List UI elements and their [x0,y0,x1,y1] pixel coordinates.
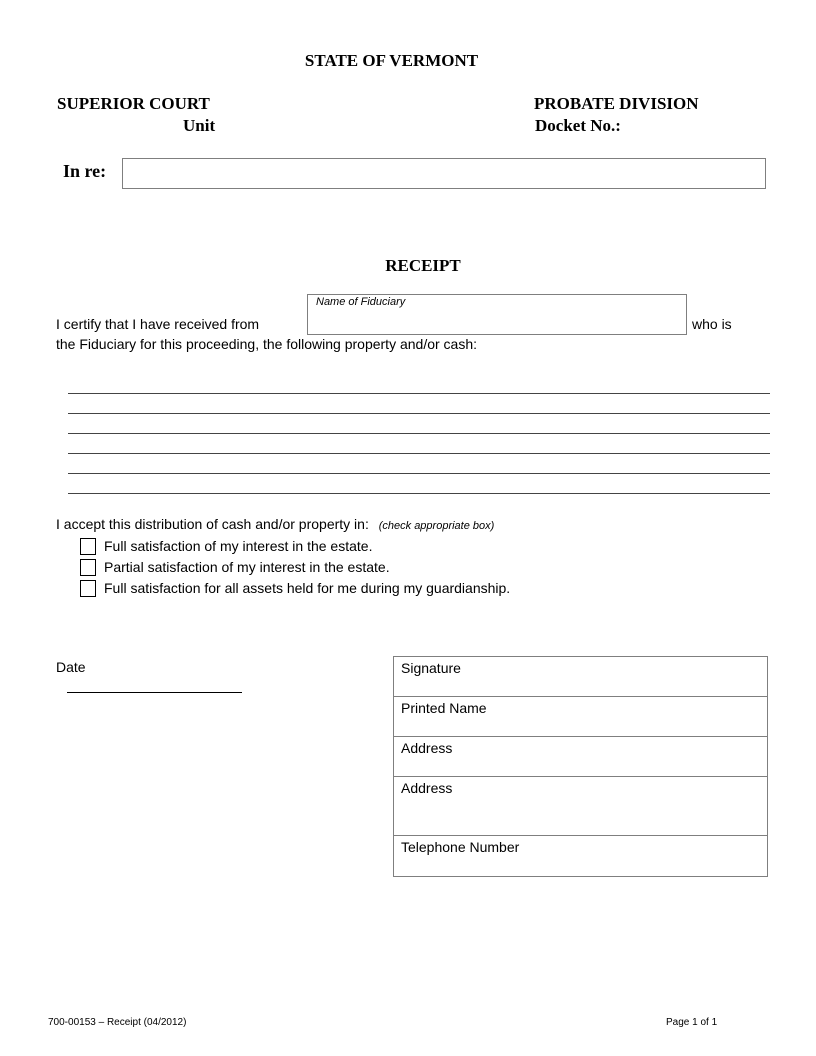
in-re-label: In re: [63,161,107,181]
printed-name-label: Printed Name [401,700,487,716]
accept-hint: (check appropriate box) [378,520,495,532]
property-line[interactable] [68,493,770,494]
state-title: STATE OF VERMONT [304,51,479,70]
option-label-partial: Partial satisfaction of my interest in the estate. [104,559,390,575]
option-checkbox-partial[interactable] [80,559,96,576]
form-title: RECEIPT [385,256,461,275]
certify-text-who-is: who is [692,316,732,332]
docket-label: Docket No.: [535,116,621,135]
property-line[interactable] [68,413,770,414]
date-line[interactable] [67,692,242,693]
address-field-1[interactable] [394,737,767,777]
fiduciary-field-label: Name of Fiduciary [316,296,406,308]
option-checkbox-full[interactable] [80,538,96,555]
telephone-label: Telephone Number [401,839,520,855]
telephone-field[interactable] [394,836,767,876]
in-re-input[interactable] [122,158,766,189]
fiduciary-name-input[interactable] [307,294,687,335]
property-line[interactable] [68,473,770,474]
court-name: SUPERIOR COURT [57,94,210,113]
certify-text-line2: the Fiduciary for this proceeding, the following property and/or cash: [56,336,478,352]
page-number: Page 1 of 1 [666,1017,718,1028]
certify-text-start: I certify that I have received from [56,316,260,332]
form-id: 700-00153 – Receipt (04/2012) [48,1017,187,1028]
option-label-full: Full satisfaction of my interest in the estate. [104,538,373,554]
accept-section [56,516,494,532]
division-name: PROBATE DIVISION [534,94,699,113]
date-label: Date [56,659,86,675]
address-field-2[interactable] [394,777,767,836]
property-line[interactable] [68,433,770,434]
address-label-1: Address [401,740,453,756]
property-line[interactable] [68,393,770,394]
address-label-2: Address [401,780,453,796]
signature-label: Signature [401,660,461,676]
printed-name-field[interactable] [394,697,767,737]
signature-field[interactable] [394,657,767,697]
option-checkbox-guardianship[interactable] [80,580,96,597]
property-line[interactable] [68,453,770,454]
accept-text: I accept this distribution of cash and/or property in: [56,516,369,532]
unit-label: Unit [183,116,216,135]
signature-block [393,656,768,877]
option-label-guardianship: Full satisfaction for all assets held for me during my guardianship. [104,580,511,596]
